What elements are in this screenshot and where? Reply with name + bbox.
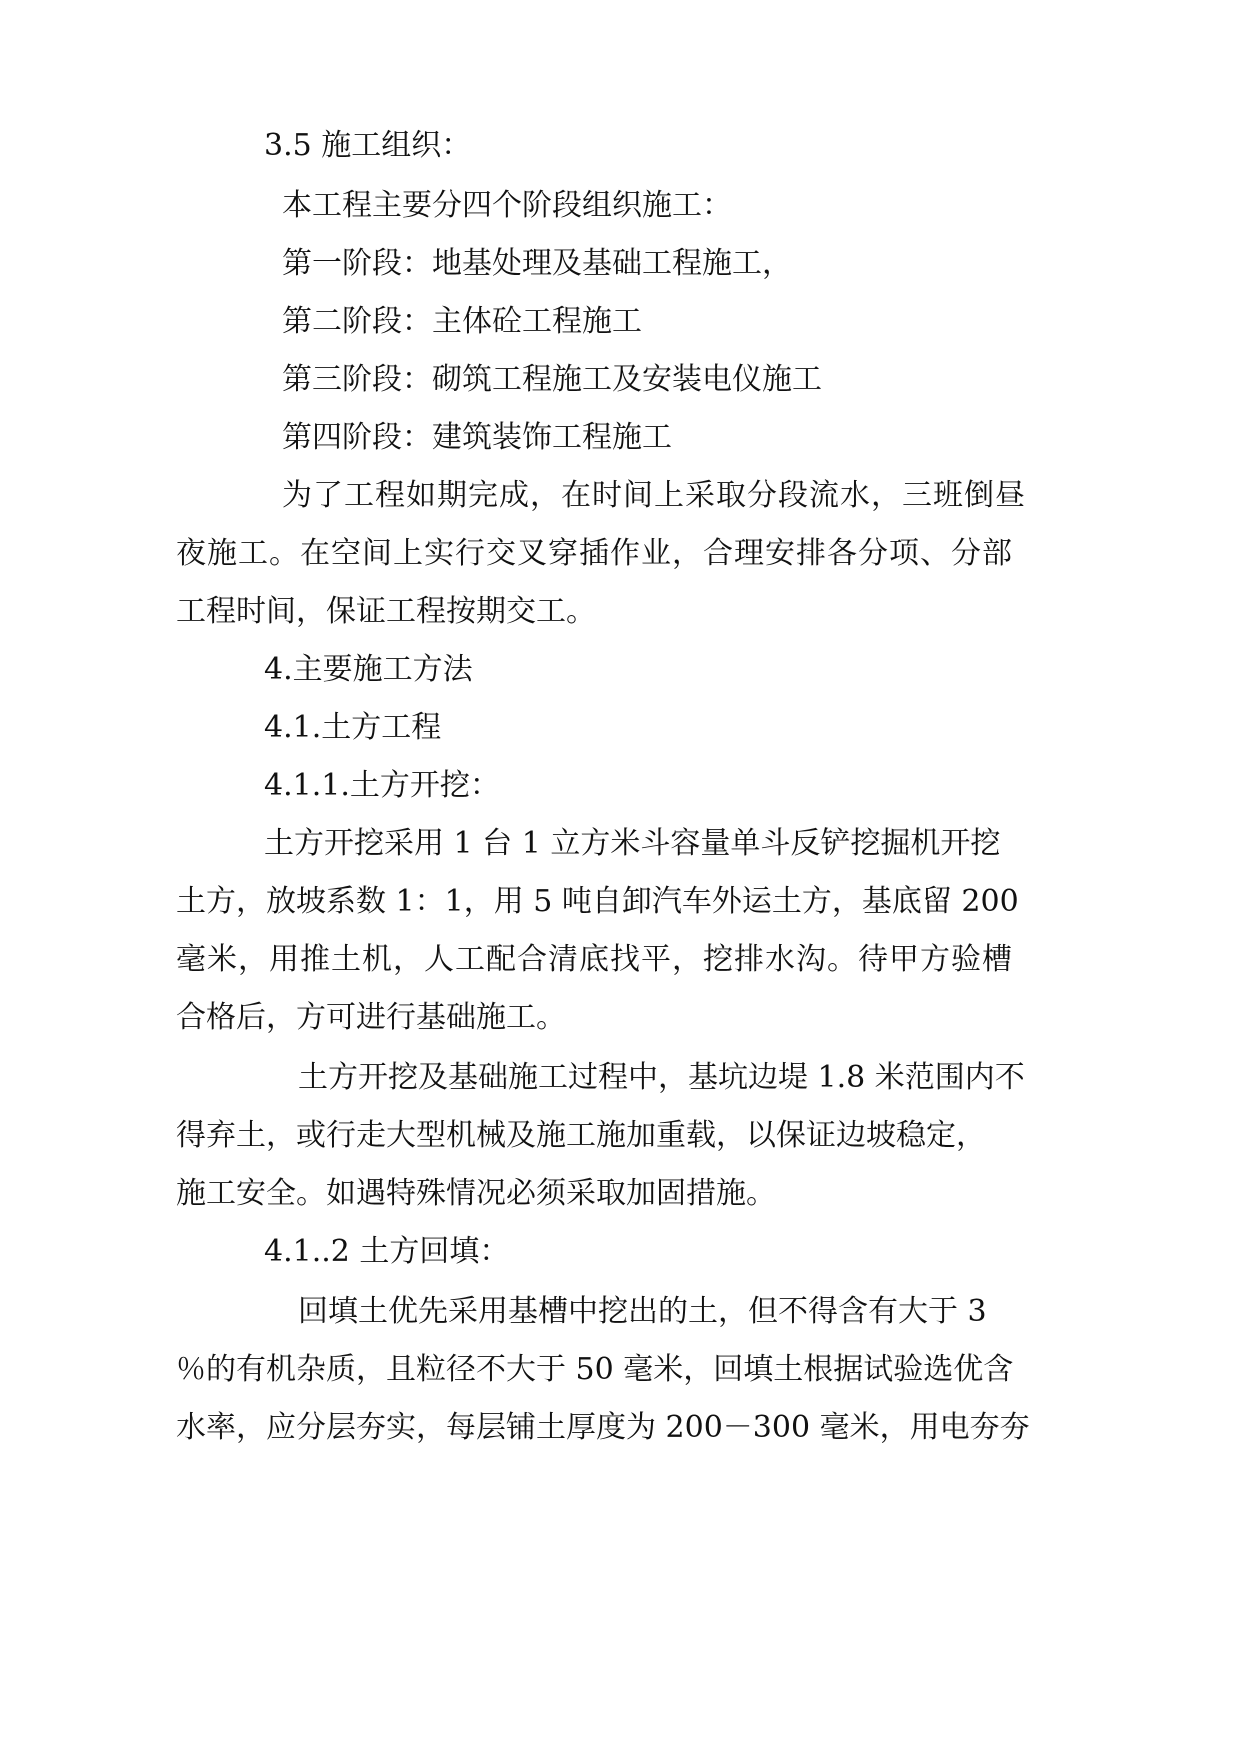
paragraph-line: 为了工程如期完成，在时间上采取分段流水，三班倒昼 <box>282 478 1026 513</box>
paragraph-line: 土方，放坡系数 1：1，用 5 吨自卸汽车外运土方，基底留 200 <box>176 884 1019 919</box>
section-heading-4-1-1: 4.1.1.土方开挖： <box>264 768 500 803</box>
stage-item: 第四阶段：建筑装饰工程施工 <box>282 420 672 455</box>
paragraph-line: 土方开挖及基础施工过程中，基坑边堤 1.8 米范围内不 <box>298 1060 1025 1095</box>
section-heading-4-1-2: 4.1..2 土方回填： <box>264 1234 510 1269</box>
paragraph-line: 工程时间，保证工程按期交工。 <box>176 594 596 629</box>
paragraph-line: 夜施工。在空间上实行交叉穿插作业，合理安排各分项、分部 <box>176 536 1013 571</box>
stage-item: 第一阶段：地基处理及基础工程施工， <box>282 246 792 281</box>
paragraph-line: ％的有机杂质，且粒径不大于 50 毫米，回填土根据试验选优含 <box>176 1352 1014 1387</box>
paragraph-line: 水率，应分层夯实，每层铺土厚度为 200－300 毫米，用电夯夯 <box>176 1410 1030 1445</box>
paragraph-line: 本工程主要分四个阶段组织施工： <box>282 188 732 223</box>
paragraph-line: 施工安全。如遇特殊情况必须采取加固措施。 <box>176 1176 776 1211</box>
paragraph-line: 土方开挖采用 1 台 1 立方米斗容量单斗反铲挖掘机开挖 <box>264 826 1001 861</box>
stage-item: 第二阶段：主体砼工程施工 <box>282 304 642 339</box>
paragraph-line: 毫米，用推土机，人工配合清底找平，挖排水沟。待甲方验槽 <box>176 942 1013 977</box>
paragraph-line: 合格后，方可进行基础施工。 <box>176 1000 566 1035</box>
paragraph-line: 回填土优先采用基槽中挖出的土，但不得含有大于 3 <box>298 1294 987 1329</box>
section-heading-4: 4.主要施工方法 <box>264 652 473 687</box>
section-heading-4-1: 4.1.土方工程 <box>264 710 442 745</box>
stage-item: 第三阶段：砌筑工程施工及安装电仪施工 <box>282 362 822 397</box>
section-heading-3-5: 3.5 施工组织： <box>264 128 472 163</box>
paragraph-line: 得弃土，或行走大型机械及施工施加重载，以保证边坡稳定， <box>176 1118 986 1153</box>
